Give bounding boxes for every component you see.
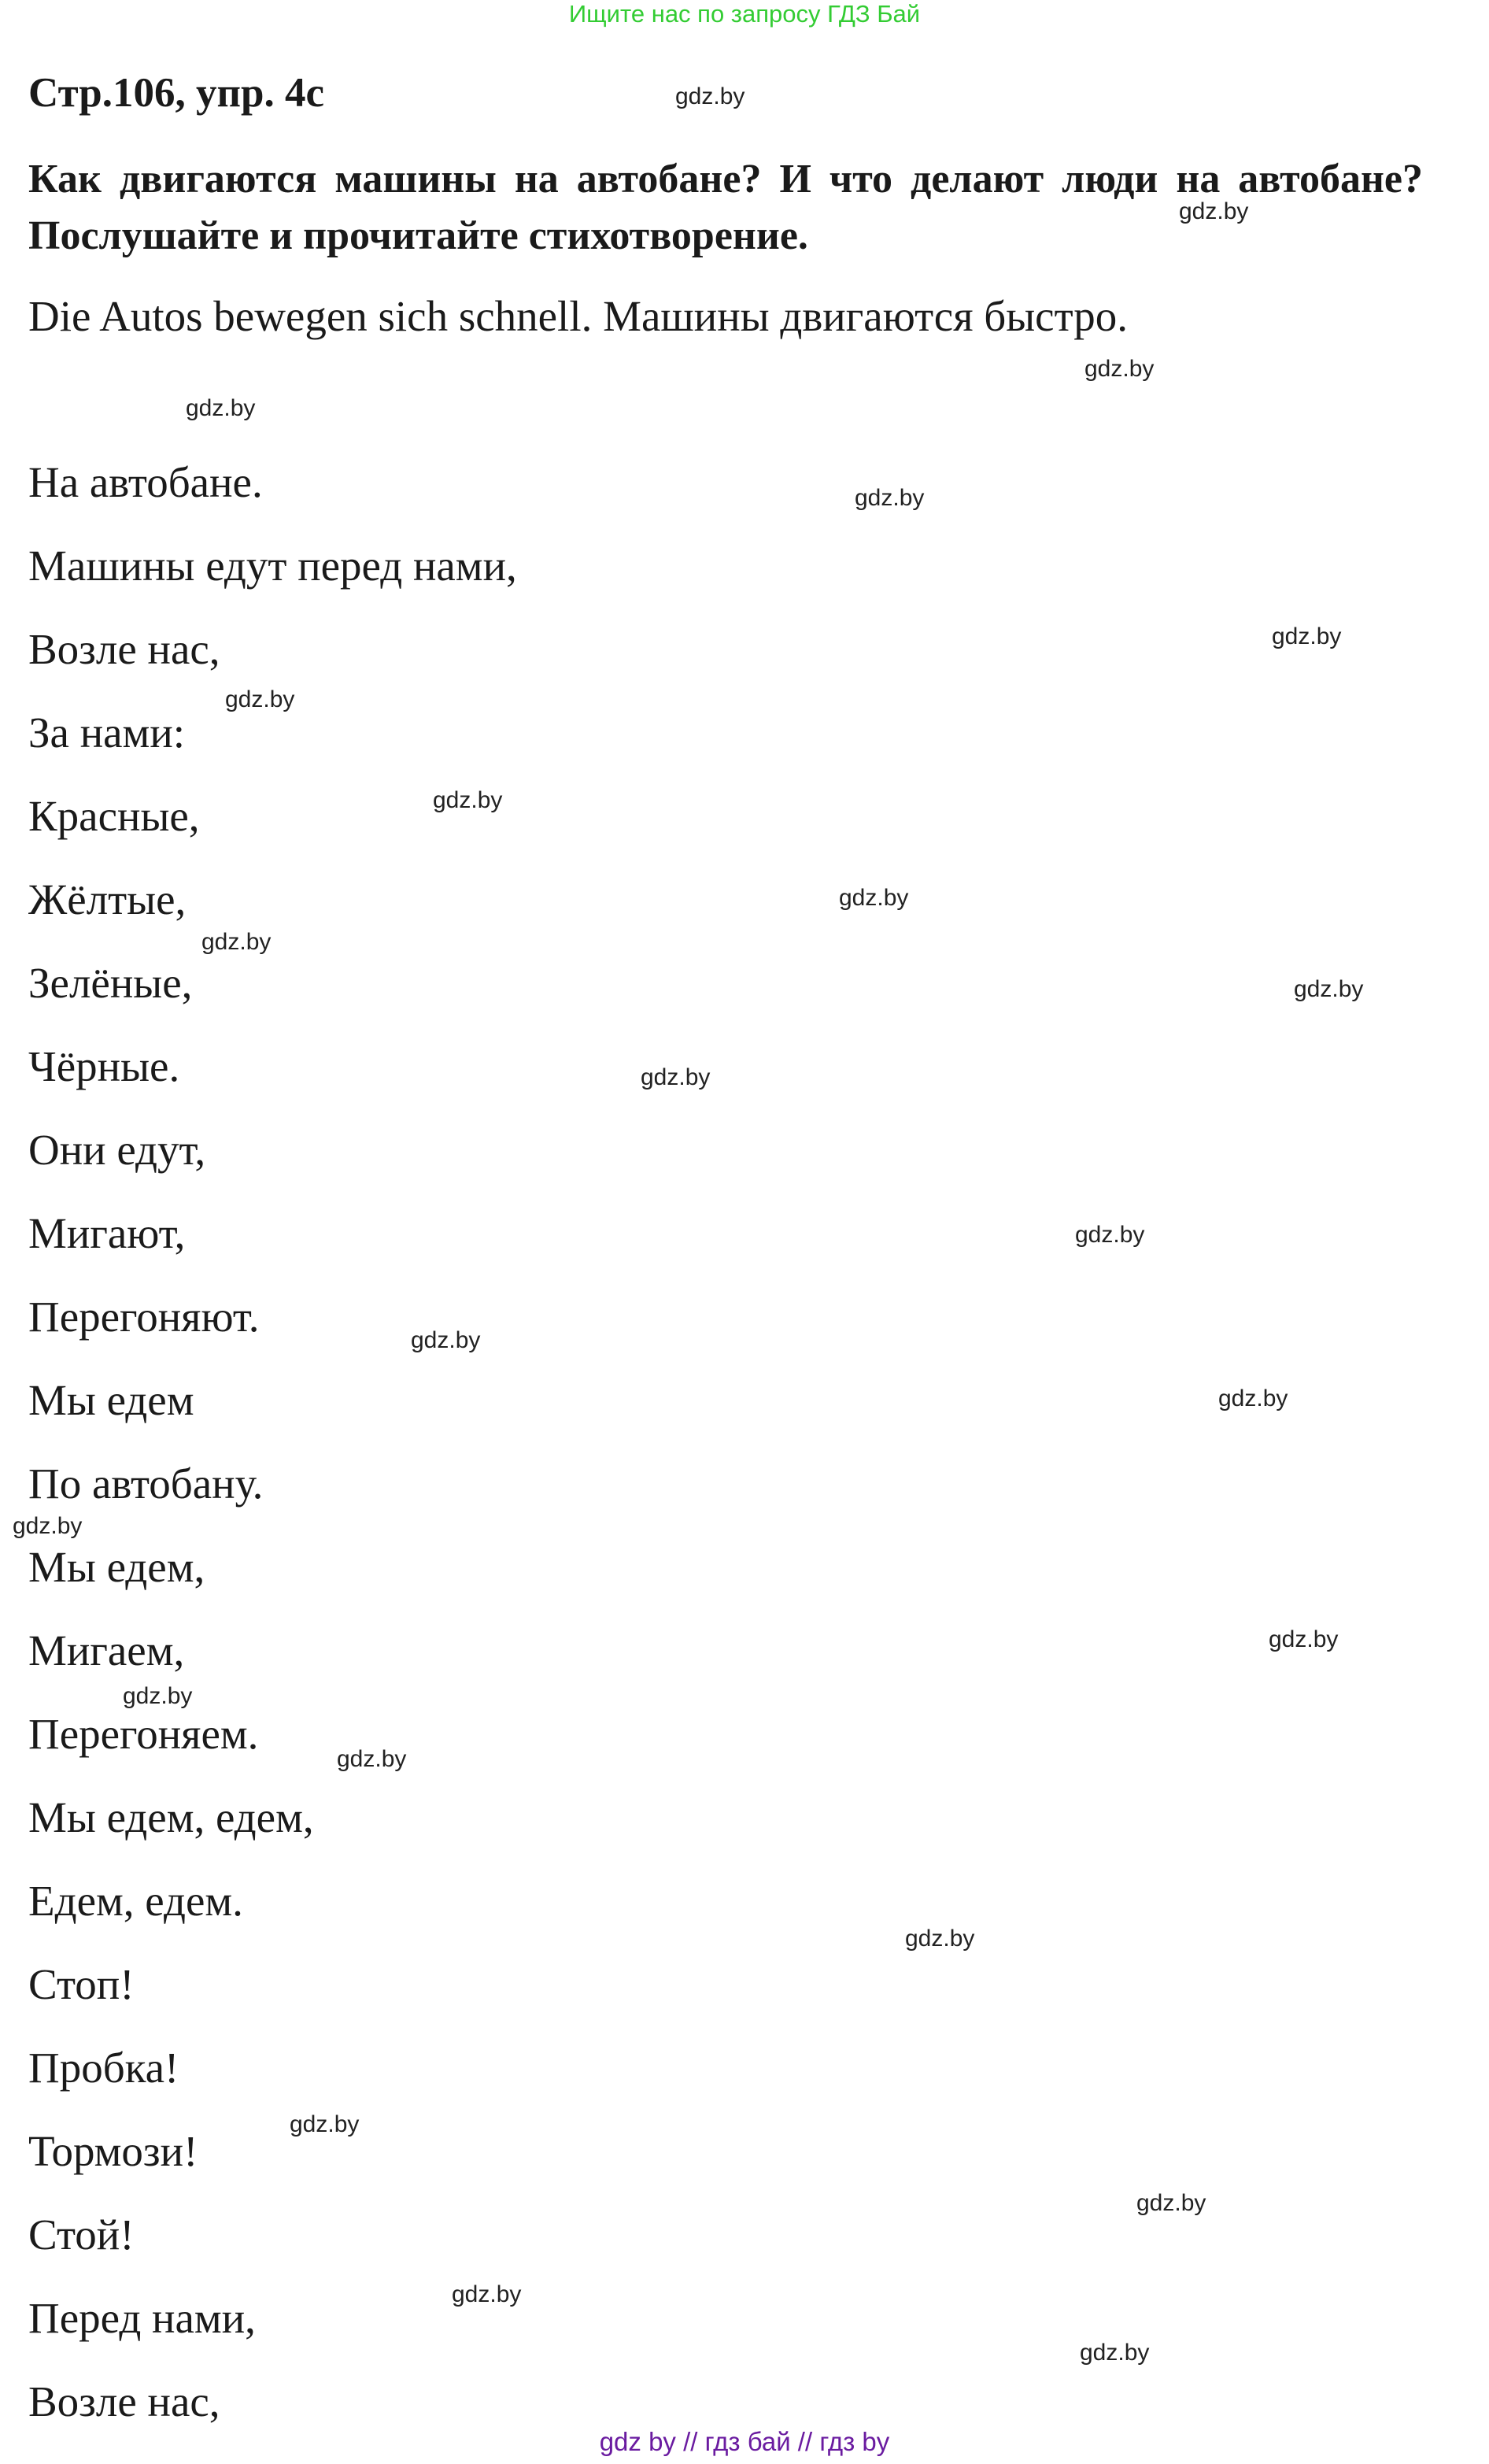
poem-line: Возле нас, bbox=[28, 2377, 220, 2425]
poem-line: По автобану. bbox=[28, 1460, 264, 1508]
intro-text: Die Autos bewegen sich schnell. Машины двигаются быстро. bbox=[28, 292, 1129, 340]
watermark: gdz.by bbox=[855, 485, 925, 511]
watermark: gdz.by bbox=[1075, 1222, 1145, 1248]
poem-line: Чёрные. bbox=[28, 1042, 180, 1090]
poem-line: Перегоняют. bbox=[28, 1293, 260, 1341]
watermark: gdz.by bbox=[186, 395, 256, 421]
watermark: gdz.by bbox=[337, 1746, 407, 1772]
poem-line: Перед нами, bbox=[28, 2294, 256, 2342]
poem-line: Мигаем, bbox=[28, 1626, 185, 1674]
watermark: gdz.by bbox=[675, 83, 745, 109]
poem-line: Мы едем, едем, bbox=[28, 1793, 314, 1841]
poem-line: Они едут, bbox=[28, 1126, 206, 1174]
watermark: gdz.by bbox=[905, 1926, 975, 1952]
watermark: gdz.by bbox=[13, 1513, 83, 1539]
watermark: gdz.by bbox=[433, 787, 503, 813]
watermark: gdz.by bbox=[290, 2111, 360, 2137]
watermark: gdz.by bbox=[1179, 198, 1249, 224]
top-banner[interactable]: Ищите нас по запросу ГДЗ Бай bbox=[568, 0, 921, 28]
poem-line: Возле нас, bbox=[28, 625, 220, 673]
watermark: gdz.by bbox=[1136, 2190, 1206, 2216]
watermark: gdz.by bbox=[1272, 623, 1342, 649]
poem-line: Стой! bbox=[28, 2211, 135, 2259]
poem-line: Зелёные, bbox=[28, 959, 193, 1007]
poem-line: Едем, едем. bbox=[28, 1877, 243, 1925]
poem bbox=[28, 457, 517, 2459]
poem-line: Красные, bbox=[28, 792, 200, 840]
page-title: Стр.106, упр. 4c bbox=[28, 70, 325, 116]
watermark: gdz.by bbox=[201, 929, 272, 955]
poem-line: Пробка! bbox=[28, 2044, 179, 2092]
poem-line: Перегоняем. bbox=[28, 1710, 259, 1758]
poem-line: На автобане. bbox=[28, 458, 263, 506]
poem-line: Жёлтые, bbox=[28, 875, 187, 923]
poem-line: Тормози! bbox=[28, 2127, 198, 2175]
watermark: gdz.by bbox=[225, 686, 295, 712]
watermark: gdz.by bbox=[123, 1683, 193, 1709]
watermark: gdz.by bbox=[839, 885, 909, 911]
watermark: gdz.by bbox=[1269, 1626, 1339, 1652]
footer-links[interactable]: gdz by // гдз бай // гдз by bbox=[599, 2427, 890, 2456]
watermark: gdz.by bbox=[1294, 976, 1364, 1002]
watermark: gdz.by bbox=[1218, 1386, 1288, 1411]
poem-line: За нами: bbox=[28, 708, 186, 757]
poem-line: Мы едем, bbox=[28, 1543, 205, 1591]
task-text: Как двигаются машины на автобане? И что делают люди на автобане? Послушайте и прочитайте стихотворение. bbox=[28, 157, 1423, 258]
watermark: gdz.by bbox=[641, 1064, 711, 1090]
poem-line: Стоп! bbox=[28, 1960, 135, 2008]
poem-line: Мы едем bbox=[28, 1376, 194, 1424]
poem-line: Машины едут перед нами, bbox=[28, 542, 517, 590]
watermark: gdz.by bbox=[1084, 356, 1155, 382]
watermark: gdz.by bbox=[452, 2281, 522, 2307]
poem-line: Мигают, bbox=[28, 1209, 186, 1257]
watermark: gdz.by bbox=[1080, 2340, 1150, 2366]
watermark: gdz.by bbox=[411, 1327, 481, 1353]
